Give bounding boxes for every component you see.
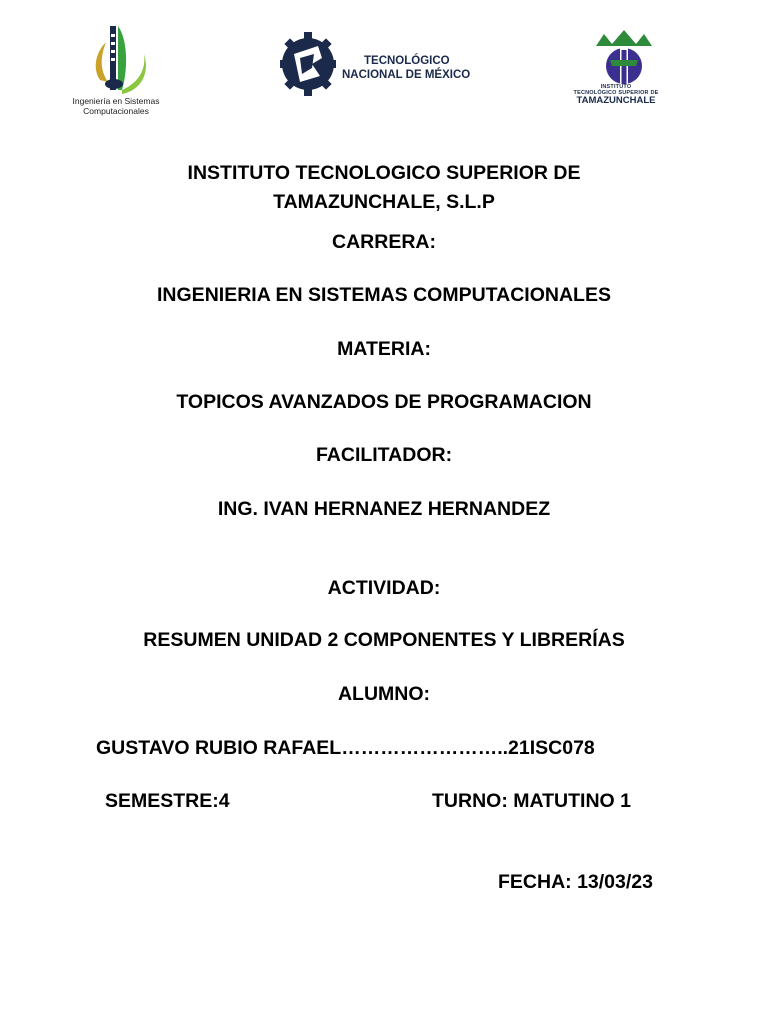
career-label: CARRERA: <box>332 231 436 253</box>
semester: SEMESTRE:4 <box>105 790 230 812</box>
student-label: ALUMNO: <box>337 683 431 705</box>
institute-name-line2: TAMAZUNCHALE, S.L.P <box>273 191 495 213</box>
facilitator-label: FACILITADOR: <box>315 444 453 466</box>
itst-wordmark <box>566 84 666 106</box>
subject-value: TOPICOS AVANZADOS DE PROGRAMACION <box>176 391 592 413</box>
isc-logo-caption <box>66 96 166 116</box>
tecnm-line2: NACIONAL DE MÉXICO <box>342 69 471 81</box>
itst-line1: INSTITUTO <box>600 84 632 90</box>
itst-line2: TECNOLÓGICO SUPERIOR DE <box>573 90 659 96</box>
tecnm-wordmark <box>342 54 470 82</box>
tecnm-line1: TECNOLÓGICO <box>364 55 450 67</box>
isc-caption-line2: Computacionales <box>83 106 149 116</box>
isc-caption-line1: Ingeniería en Sistemas <box>72 96 160 106</box>
career-value: INGENIERIA EN SISTEMAS COMPUTACIONALES <box>157 284 611 306</box>
shift: TURNO: MATUTINO 1 <box>432 790 631 812</box>
itst-line3: TAMAZUNCHALE <box>576 95 656 106</box>
activity-value: RESUMEN UNIDAD 2 COMPONENTES Y LIBRERÍAS <box>143 629 625 651</box>
facilitator-value: ING. IVAN HERNANEZ HERNANDEZ <box>217 498 551 520</box>
institute-name-line1: INSTITUTO TECNOLOGICO SUPERIOR DE <box>187 162 581 184</box>
student-value: GUSTAVO RUBIO RAFAEL……………………..21ISC078 <box>96 737 595 759</box>
subject-label: MATERIA: <box>337 338 431 360</box>
activity-label: ACTIVIDAD: <box>327 577 441 599</box>
date: FECHA: 13/03/23 <box>498 871 653 893</box>
